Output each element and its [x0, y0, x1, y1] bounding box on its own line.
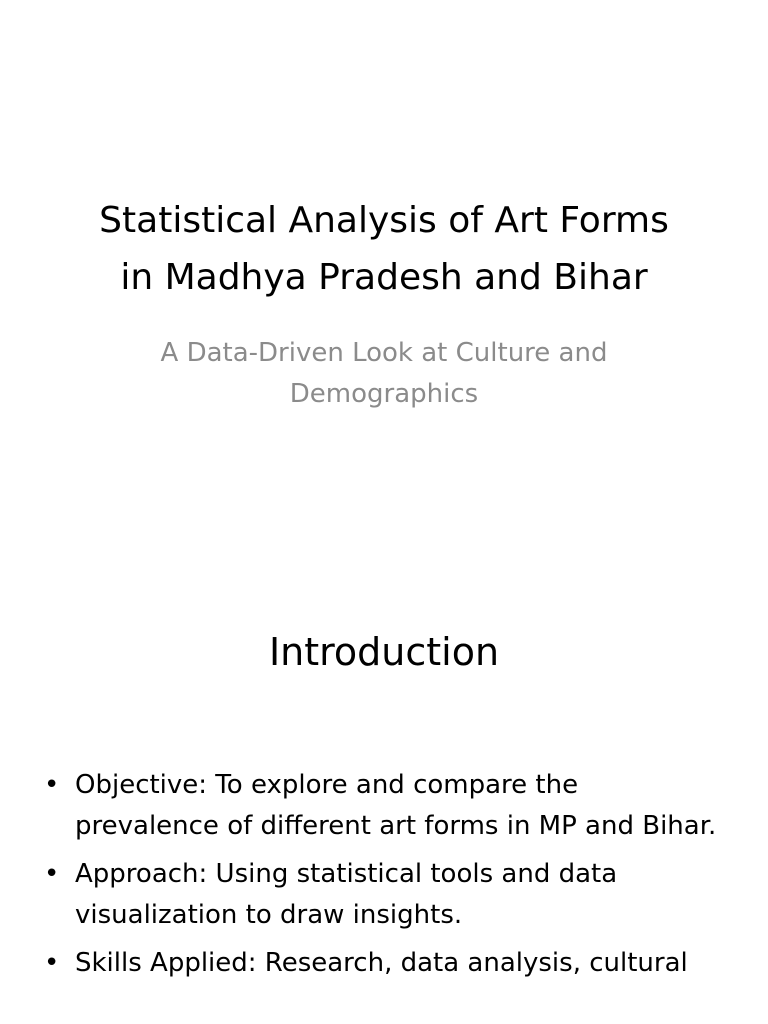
- slide-title: [40, 192, 728, 306]
- bullet-item-objective: [40, 765, 730, 847]
- slide-subtitle: [80, 333, 688, 415]
- bullet-icon: •: [44, 948, 60, 978]
- title-line-2: in Madhya Pradesh and Bihar: [120, 257, 648, 298]
- introduction-heading: Introduction: [268, 630, 500, 674]
- bullet-text: Approach: Using statistical tools and data visualization to draw insights.: [75, 859, 618, 930]
- subtitle-line-2: Demographics: [289, 379, 479, 409]
- bullet-item-skills: [40, 943, 730, 984]
- subtitle-line-1: A Data-Driven Look at Culture and: [160, 338, 608, 368]
- bullet-item-approach: [40, 854, 730, 936]
- title-line-1: Statistical Analysis of Art Forms: [99, 200, 669, 241]
- bullet-text: Skills Applied: Research, data analysis, cultural: [75, 948, 688, 978]
- bullet-icon: •: [44, 770, 60, 800]
- bullet-list: [40, 765, 730, 991]
- bullet-text: Objective: To explore and compare the prevalence of different art forms in MP and Bihar.: [75, 770, 717, 841]
- bullet-icon: •: [44, 859, 60, 889]
- introduction-slide: [0, 576, 768, 1024]
